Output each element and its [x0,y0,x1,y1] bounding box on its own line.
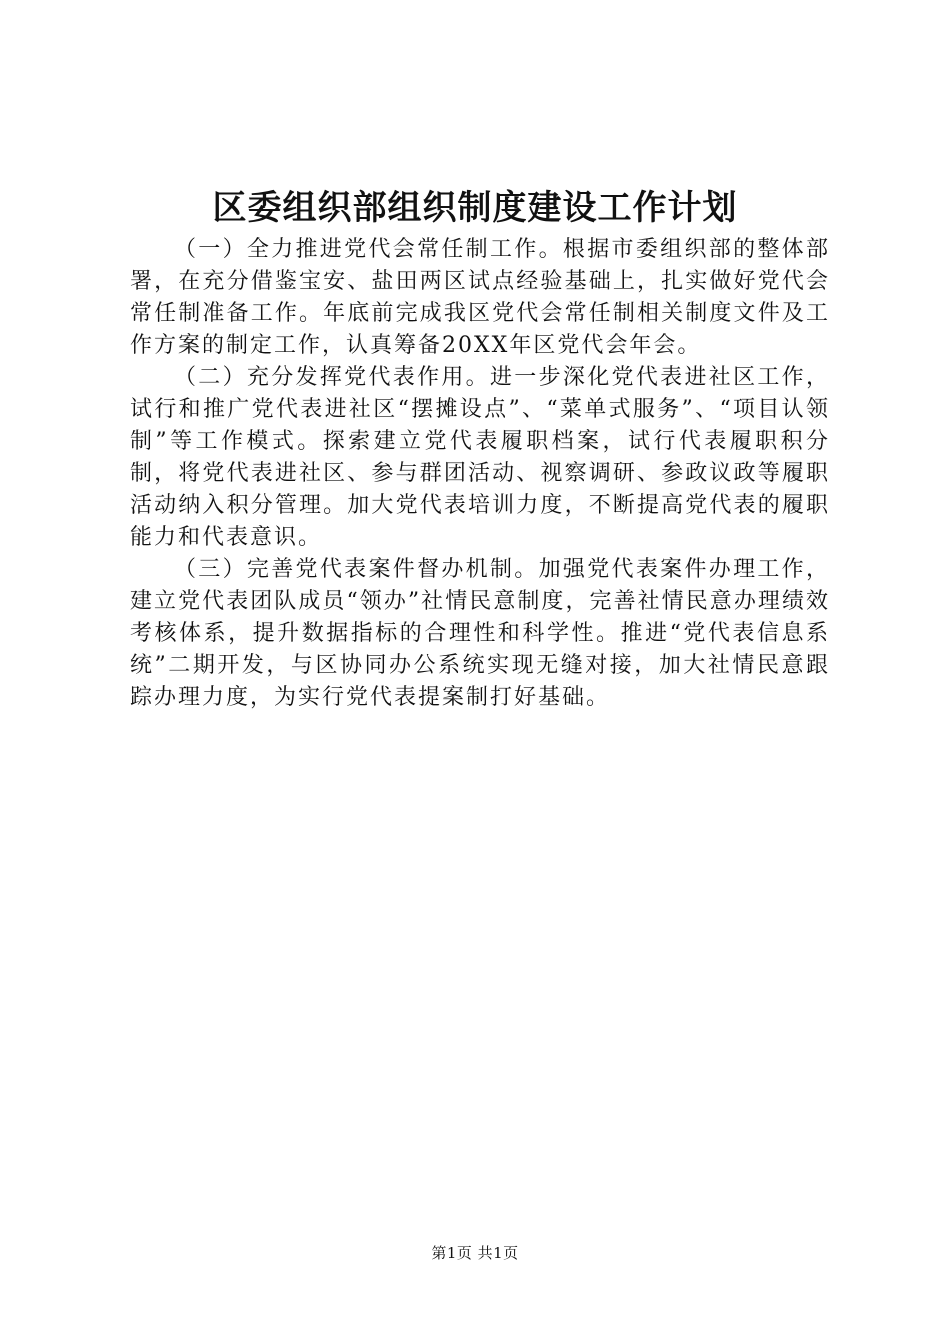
paragraph-3: （三）完善党代表案件督办机制。加强党代表案件办理工作，建立党代表团队成员“领办”社情民意制度，完善社情民意办理绩效考核体系，提升数据指标的合理性和科学性。推进“党代表信息系统”二期开发，与区协同办公系统实现无缝对接，加大社情民意跟踪办理力度，为实行党代表提案制打好基础。 [130,557,830,710]
paragraph-1: （一）全力推进党代会常任制工作。根据市委组织部的整体部署，在充分借鉴宝安、盐田两区试点经验基础上，扎实做好党代会常任制准备工作。年底前完成我区党代会常任制相关制度文件及工作方案的制定工作，认真筹备20XX年区党代会年会。 [130,237,830,358]
page-footer: 第1页 共1页 [431,1244,519,1262]
document-body [130,234,830,714]
document-title: 区委组织部组织制度建设工作计划 [212,188,738,228]
paragraph-2: （二）充分发挥党代表作用。进一步深化党代表进社区工作，试行和推广党代表进社区“摆摊设点”、“菜单式服务”、“项目认领制”等工作模式。探索建立党代表履职档案，试行代表履职积分制，将党代表进社区、参与群团活动、视察调研、参政议政等履职活动纳入积分管理。加大党代表培训力度，不断提高党代表的履职能力和代表意识。 [130,365,830,550]
